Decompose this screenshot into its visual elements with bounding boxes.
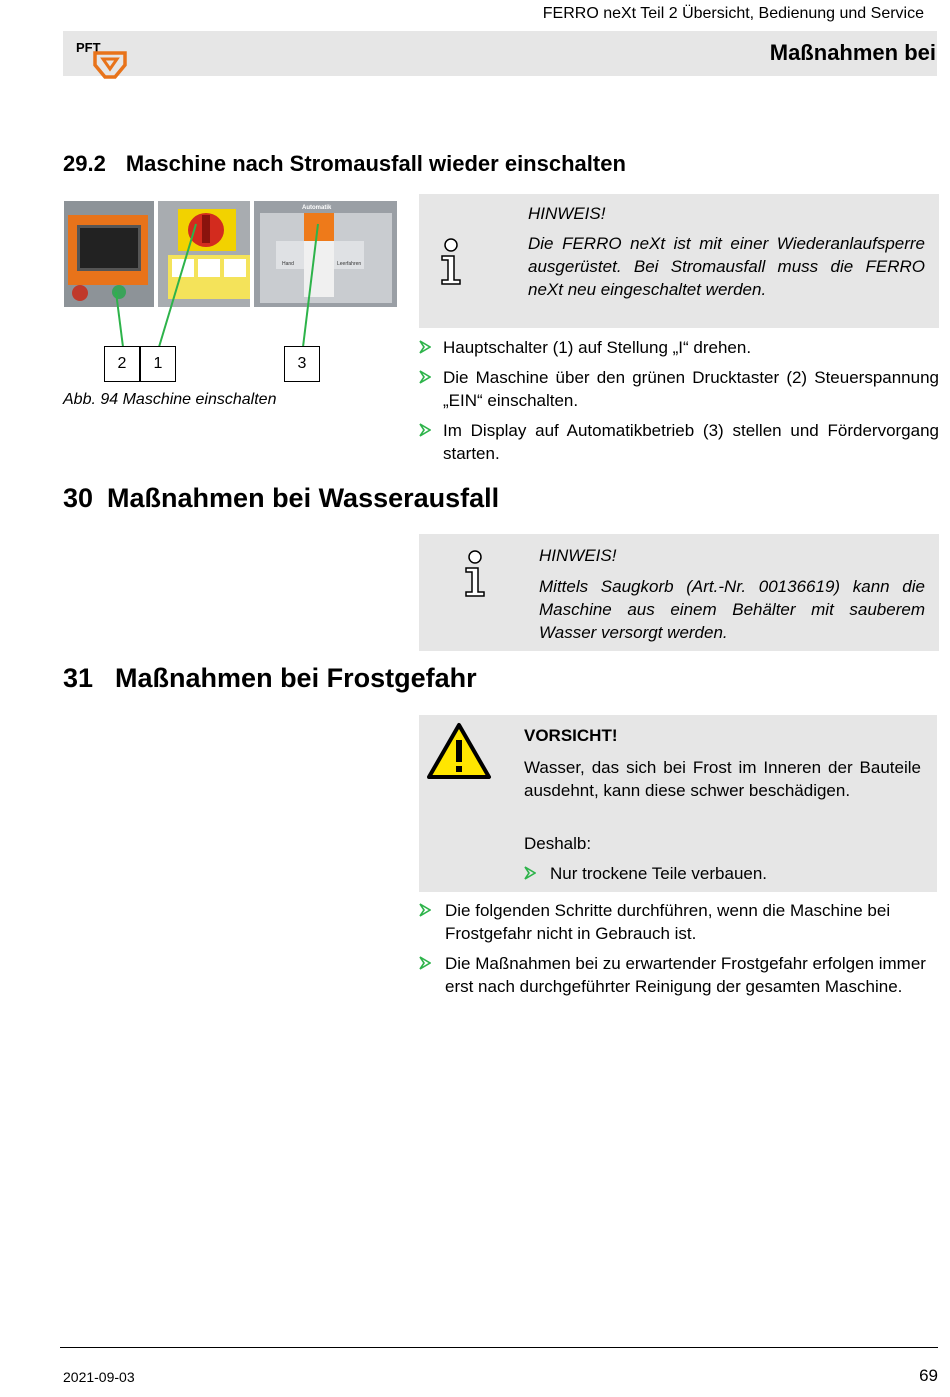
- step-item: [419, 366, 939, 412]
- pft-logo-icon: [75, 39, 127, 79]
- note-text: Mittels Saugkorb (Art.-Nr. 00136619) kann die Maschine aus einem Behälter mit sauberem Wasser versorgt werden.: [539, 577, 925, 642]
- step-text: Hauptschalter (1) auf Stellung „I“ drehen.: [443, 338, 752, 357]
- warning-triangle-icon: [426, 722, 492, 780]
- footer-date: 2021-09-03: [63, 1369, 135, 1385]
- arrow-bullet-icon: [419, 370, 431, 384]
- step-item: [419, 419, 939, 465]
- note-text: Die FERRO neXt ist mit einer Wiederanlaufsperre ausgerüstet. Bei Stromausfall muss die FERRO neXt neu eingeschaltet werden.: [528, 234, 925, 299]
- logo-text: PFT: [76, 40, 101, 55]
- arrow-bullet-icon: [419, 340, 431, 354]
- caution-step: [524, 862, 921, 885]
- callout-1: 1: [140, 346, 176, 382]
- info-icon: [460, 548, 490, 598]
- arrow-bullet-icon: [419, 423, 431, 437]
- section-30-heading: [63, 483, 499, 514]
- section-29-2-heading: [63, 151, 626, 177]
- photo-display: [254, 201, 397, 307]
- section-title: Maschine nach Stromausfall wieder einschalten: [125, 151, 626, 176]
- step-text: Die Maßnahmen bei zu erwartender Frostgefahr erfolgen immer erst nach durchgeführter Reinigung der gesamten Maschine.: [445, 954, 926, 996]
- step-text: Nur trockene Teile verbauen.: [550, 864, 768, 883]
- section-title: Maßnahmen bei Wasserausfall: [107, 483, 500, 513]
- caution-therefore: Deshalb:: [524, 834, 592, 853]
- callout-3: 3: [284, 346, 320, 382]
- footer-divider: [60, 1347, 938, 1348]
- step-text: Die folgenden Schritte durchführen, wenn die Maschine bei Frostgefahr nicht in Gebrauch ist.: [445, 901, 891, 943]
- page-number: 69: [919, 1366, 938, 1385]
- step-item: [419, 336, 939, 359]
- caution-text: Wasser, das sich bei Frost im Inneren der Bauteile ausdehnt, kann diese schwer beschädigen.: [524, 758, 921, 800]
- note-heading: HINWEIS!: [528, 204, 606, 223]
- step-item: [419, 899, 929, 945]
- section-number: 29.2: [63, 151, 106, 176]
- callout-2: 2: [104, 346, 140, 382]
- chapter-title: Maßnahmen bei: [769, 40, 936, 65]
- info-icon: [436, 236, 466, 286]
- screen-hand-label: Hand: [282, 261, 294, 267]
- caution-heading: VORSICHT!: [524, 726, 618, 745]
- note-heading: HINWEIS!: [539, 546, 617, 565]
- section-number: 31: [63, 663, 94, 693]
- step-text: Die Maschine über den grünen Drucktaster (2) Steuerspannung „EIN“ einschalten.: [443, 368, 939, 410]
- screen-leerfahren-label: Leerfahren: [337, 261, 362, 267]
- arrow-bullet-icon: [419, 956, 431, 970]
- screen-mode-label: Automatik: [302, 205, 332, 211]
- photo-main-switch: [158, 201, 250, 307]
- step-item: [419, 952, 929, 998]
- arrow-bullet-icon: [419, 903, 431, 917]
- figure-caption: Abb. 94 Maschine einschalten: [63, 391, 277, 408]
- section-31-heading: [63, 663, 477, 694]
- section-number: 30: [63, 483, 94, 513]
- step-text: Im Display auf Automatikbetrieb (3) stellen und Fördervorgang starten.: [443, 421, 939, 463]
- photo-control-panel: [64, 201, 154, 307]
- section-title: Maßnahmen bei Frostgefahr: [115, 663, 477, 693]
- document-title: FERRO neXt Teil 2 Übersicht, Bedienung und Service: [542, 5, 924, 22]
- arrow-bullet-icon: [524, 866, 536, 880]
